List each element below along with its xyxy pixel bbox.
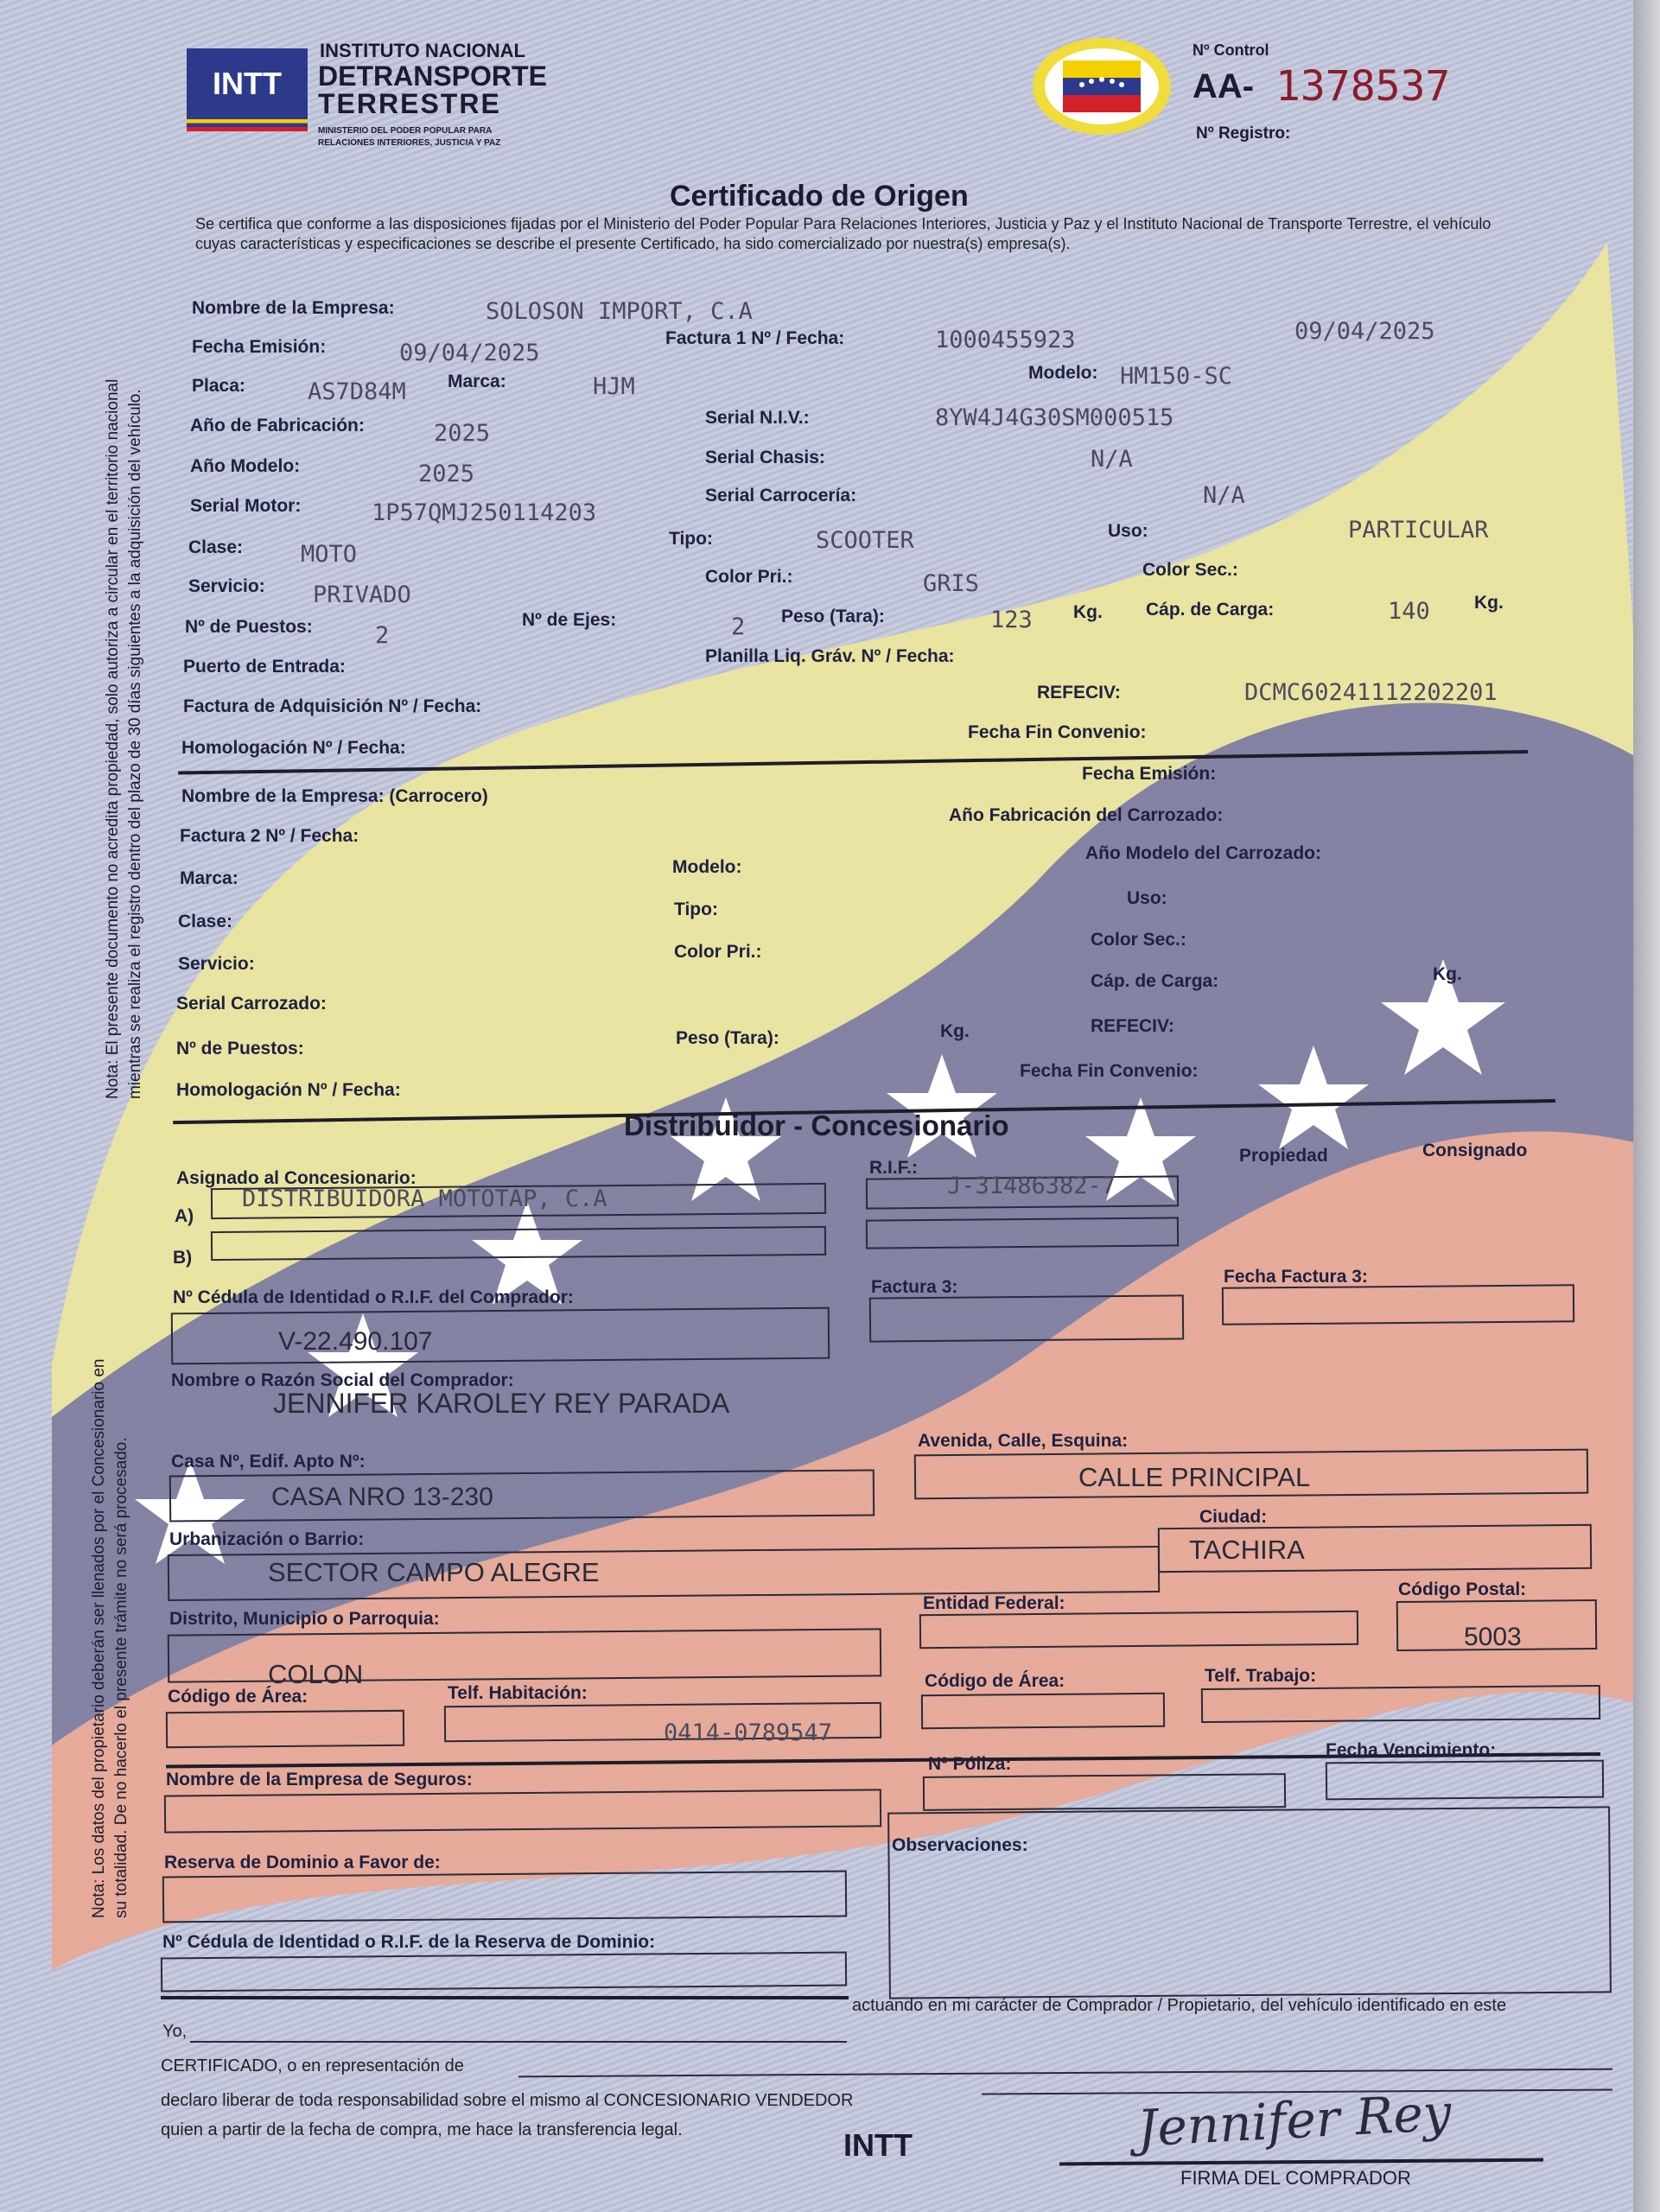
control-number: 1378537 — [1275, 62, 1451, 111]
intt-logo-flag-stripe — [187, 119, 308, 131]
paper-edge — [1633, 0, 1660, 2212]
ministry-line1: MINISTERIO DEL PODER POPULAR PARA — [318, 126, 493, 136]
ejes-value: 2 — [731, 613, 746, 640]
carrocero-anio-modelo-label: Año Modelo del Carrozado: — [1085, 843, 1321, 863]
row-a-label: A) — [175, 1206, 194, 1226]
clase-label: Clase: — [188, 537, 244, 557]
declaracion-certificado: CERTIFICADO, o en representación de — [161, 2056, 464, 2075]
codigo-area2-field[interactable] — [921, 1693, 1165, 1729]
factura-adq-label: Factura de Adquisición Nº / Fecha: — [183, 696, 482, 716]
observaciones-field[interactable] — [887, 1806, 1612, 1999]
observaciones-label: Observaciones: — [892, 1835, 1028, 1855]
clase-value: MOTO — [301, 541, 358, 568]
fecha-factura3-label: Fecha Factura 3: — [1224, 1267, 1368, 1287]
rif-a-value: J-31486382-7 — [947, 1173, 1116, 1199]
ciudad-value: TACHIRA — [1189, 1535, 1305, 1565]
planilla-label: Planilla Liq. Gráv. Nº / Fecha: — [705, 646, 955, 666]
declaracion-intt: INTT — [843, 2127, 913, 2163]
carrocero-serial-label: Serial Carrozado: — [176, 994, 327, 1014]
carrocero-cap-carga-label: Cáp. de Carga: — [1091, 971, 1219, 991]
fecha-emision-value: 09/04/2025 — [399, 340, 540, 366]
marca-value: HJM — [593, 373, 635, 400]
concesionario-b-field[interactable] — [211, 1226, 826, 1261]
control-prefix: AA- — [1193, 67, 1255, 105]
factura1-fecha-value: 09/04/2025 — [1294, 318, 1435, 345]
codigo-postal-label: Código Postal: — [1398, 1580, 1527, 1599]
rif-b-field[interactable] — [866, 1217, 1179, 1249]
concesionario-a-value: DISTRIBUIDORA MOTOTAP, C.A — [242, 1185, 607, 1212]
distribuidor-title: Distribuidor - Concesionario — [624, 1109, 1009, 1141]
telf-trab-field[interactable] — [1201, 1685, 1600, 1723]
registro-label: Nº Registro: — [1196, 124, 1291, 143]
uso-value: PARTICULAR — [1348, 517, 1489, 543]
declaracion-declaro: declaro liberar de toda responsabilidad sobre el mismo al CONCESIONARIO VENDEDOR — [161, 2091, 854, 2110]
peso-label: Peso (Tara): — [781, 607, 885, 626]
cap-carga-label: Cáp. de Carga: — [1146, 600, 1275, 620]
codigo-area2-label: Código de Área: — [925, 1671, 1065, 1691]
fecha-fin-label: Fecha Fin Convenio: — [968, 722, 1147, 742]
poliza-field[interactable] — [923, 1773, 1286, 1811]
uso-label: Uso: — [1108, 521, 1148, 541]
peso-value: 123 — [990, 607, 1033, 633]
carrocero-clase-label: Clase: — [178, 912, 233, 931]
vencimiento-field[interactable] — [1326, 1760, 1604, 1801]
serial-carroceria-label: Serial Carrocería: — [705, 486, 857, 505]
carrocero-homologacion-label: Homologación Nº / Fecha: — [176, 1080, 401, 1100]
carrocero-color-pri-label: Color Pri.: — [674, 942, 762, 962]
anio-fab-value: 2025 — [434, 420, 491, 447]
org-name-line1: INSTITUTO NACIONAL — [320, 40, 525, 61]
avenida-value: CALLE PRINCIPAL — [1078, 1462, 1311, 1492]
carrocero-factura2-label: Factura 2 Nº / Fecha: — [180, 826, 359, 846]
yo-name-line[interactable] — [190, 2041, 847, 2043]
entidad-field[interactable] — [919, 1611, 1358, 1649]
serial-chasis-label: Serial Chasis: — [705, 448, 825, 467]
cap-carga-value: 140 — [1388, 598, 1430, 625]
firma-label: FIRMA DEL COMPRADOR — [1180, 2167, 1411, 2189]
carrocero-servicio-label: Servicio: — [178, 954, 255, 974]
carrocero-fecha-fin-label: Fecha Fin Convenio: — [1020, 1061, 1199, 1081]
factura3-field[interactable] — [869, 1294, 1184, 1342]
org-name-line2: DETRANSPORTE — [318, 60, 547, 92]
tipo-value: SCOOTER — [816, 527, 914, 554]
anio-modelo-value: 2025 — [418, 461, 475, 487]
carrocero-color-sec-label: Color Sec.: — [1091, 930, 1186, 950]
marca-label: Marca: — [448, 372, 506, 391]
reserva-divider — [161, 1996, 849, 1999]
declaracion-quien: quien a partir de la fecha de compra, me hace la transferencia legal. — [161, 2120, 683, 2139]
row-b-label: B) — [173, 1248, 193, 1268]
certificate-intro: Se certifica que conforme a las disposiciones fijadas por el Ministerio del Poder Popular Para Relaciones Interiores, Justicia y Paz y el Instituto Nacional de Transporte Terrestre, el vehículo cuyas características y especificaciones se describe el presente Certificado, ha sido comercializado por nuestra(s) empresa(s). — [195, 215, 1491, 252]
intt-logo: INTT — [187, 48, 308, 119]
cedula-field[interactable] — [171, 1307, 830, 1365]
serial-carroceria-value: N/A — [1203, 482, 1245, 509]
casa-label: Casa Nº, Edif. Apto Nº: — [171, 1452, 366, 1471]
cap-carga-kg-label: Kg. — [1474, 593, 1504, 613]
nombre-value: JENNIFER KAROLEY REY PARADA — [273, 1388, 730, 1419]
urbanizacion-value: SECTOR CAMPO ALEGRE — [268, 1557, 600, 1587]
carrocero-modelo-label: Modelo: — [672, 857, 742, 877]
carrocero-fecha-emision-label: Fecha Emisión: — [1082, 764, 1217, 784]
nombre-label: Nombre o Razón Social del Comprador: — [171, 1370, 514, 1390]
placa-value: AS7D84M — [308, 378, 406, 405]
urbanizacion-label: Urbanización o Barrio: — [169, 1529, 365, 1549]
refeciv-label: REFECIV: — [1037, 683, 1121, 702]
empresa-label: Nombre de la Empresa: — [192, 298, 395, 318]
cedula-label: Nº Cédula de Identidad o R.I.F. del Comprador: — [173, 1287, 574, 1307]
puestos-label: Nº de Puestos: — [185, 617, 313, 637]
carrocero-puestos-label: Nº de Puestos: — [176, 1039, 304, 1058]
fecha-factura3-field[interactable] — [1222, 1284, 1574, 1325]
serial-niv-value: 8YW4J4G30SM000515 — [935, 404, 1174, 431]
telf-trab-label: Telf. Trabajo: — [1205, 1666, 1317, 1686]
tipo-label: Tipo: — [669, 529, 713, 549]
avenida-label: Avenida, Calle, Esquina: — [918, 1431, 1129, 1451]
entidad-label: Entidad Federal: — [923, 1593, 1065, 1613]
carrocero-peso-kg-label: Kg. — [940, 1021, 970, 1041]
reserva-label: Reserva de Dominio a Favor de: — [164, 1853, 441, 1872]
puerto-label: Puerto de Entrada: — [183, 657, 346, 677]
telf-hab-value: 0414-0789547 — [664, 1719, 833, 1746]
serial-motor-value: 1P57QMJ250114203 — [372, 499, 597, 526]
refeciv-value: DCMC60241112202201 — [1244, 679, 1498, 706]
servicio-value: PRIVADO — [313, 582, 411, 608]
declaracion-actuando: actuando en mi carácter de Comprador / Propietario, del vehículo identificado en este — [852, 1996, 1507, 2015]
factura1-label: Factura 1 Nº / Fecha: — [665, 328, 845, 348]
carrocero-refeciv-label: REFECIV: — [1091, 1016, 1174, 1036]
color-pri-value: GRIS — [923, 570, 980, 597]
fecha-emision-label: Fecha Emisión: — [192, 337, 327, 357]
propiedad-label: Propiedad — [1239, 1146, 1328, 1166]
org-name-line3: TERRESTRE — [318, 88, 501, 119]
serial-niv-label: Serial N.I.V.: — [705, 408, 810, 428]
homologacion-label: Homologación Nº / Fecha: — [181, 738, 406, 758]
codigo-area-field[interactable] — [166, 1710, 404, 1748]
codigo-postal-value: 5003 — [1464, 1623, 1522, 1651]
carrocero-marca-label: Marca: — [180, 868, 239, 888]
poliza-label: Nº Póliza: — [928, 1754, 1012, 1774]
peso-kg-label: Kg. — [1073, 602, 1103, 622]
buyer-signature: Jennifer Rey — [1135, 2082, 1453, 2158]
venezuela-seal-icon — [1028, 35, 1175, 138]
ejes-label: Nº de Ejes: — [522, 610, 617, 630]
empresa-value: SOLOSON IMPORT, C.A — [486, 298, 753, 325]
serial-motor-label: Serial Motor: — [190, 496, 302, 516]
rif-label: R.I.F.: — [869, 1158, 918, 1178]
carrocero-uso-label: Uso: — [1127, 888, 1167, 908]
reserva-field[interactable] — [162, 1871, 847, 1923]
color-pri-label: Color Pri.: — [705, 567, 793, 587]
certificate-title: Certificado de Origen — [670, 180, 969, 213]
modelo-label: Modelo: — [1028, 363, 1098, 383]
anio-fab-label: Año de Fabricación: — [190, 416, 365, 435]
carrocero-peso-label: Peso (Tara): — [676, 1028, 779, 1048]
asignado-label: Asignado al Concesionario: — [176, 1168, 417, 1188]
distrito-label: Distrito, Municipio o Parroquia: — [169, 1609, 440, 1629]
telf-hab-label: Telf. Habitación: — [448, 1683, 588, 1703]
control-label: Nº Control — [1193, 41, 1269, 59]
anio-modelo-label: Año Modelo: — [190, 456, 301, 476]
side-note-1-line2: mientras se realiza el registro dentro del plazo de 30 días siguientes a la adquisición del vehículo. — [126, 389, 144, 1099]
carrocero-cap-carga-kg-label: Kg. — [1433, 964, 1462, 984]
distrito-value: COLON — [268, 1659, 364, 1689]
serial-chasis-value: N/A — [1091, 446, 1133, 473]
carrocero-empresa-label: Nombre de la Empresa: (Carrocero) — [181, 786, 488, 806]
consignado-label: Consignado — [1422, 1141, 1528, 1160]
puestos-value: 2 — [375, 622, 390, 649]
vencimiento-label: Fecha Vencimiento: — [1326, 1740, 1497, 1760]
color-sec-label: Color Sec.: — [1142, 560, 1238, 580]
ciudad-label: Ciudad: — [1199, 1507, 1268, 1527]
side-note-2-line1: Nota: Los datos del propietario deberán ser llenados por el Concesionario en — [90, 1358, 108, 1918]
casa-value: CASA NRO 13-230 — [271, 1483, 493, 1511]
carrocero-anio-fab-label: Año Fabricación del Carrozado: — [949, 805, 1224, 825]
cedula-reserva-field[interactable] — [161, 1952, 847, 1993]
factura3-label: Factura 3: — [871, 1277, 958, 1297]
cedula-reserva-label: Nº Cédula de Identidad o R.I.F. de la Reserva de Dominio: — [162, 1932, 656, 1952]
modelo-value: HM150-SC — [1120, 363, 1233, 390]
side-note-2-line2: su totalidad. De no hacerlo el presente trámite no será procesado. — [112, 1437, 130, 1918]
ministry-line2: RELACIONES INTERIORES, JUSTICIA Y PAZ — [318, 138, 501, 148]
declaracion-yo: Yo, — [162, 2022, 188, 2041]
cedula-value: V-22.490.107 — [278, 1327, 433, 1356]
seguros-label: Nombre de la Empresa de Seguros: — [166, 1770, 473, 1789]
placa-label: Placa: — [192, 376, 245, 396]
servicio-label: Servicio: — [188, 576, 265, 596]
carrocero-tipo-label: Tipo: — [674, 899, 718, 919]
factura1-value: 1000455923 — [935, 327, 1076, 353]
codigo-area-label: Código de Área: — [168, 1687, 308, 1707]
seguros-field[interactable] — [164, 1789, 881, 1833]
side-note-1-line1: Nota: El presente documento no acredita propiedad, solo autoriza a circular en el territorio nacional — [104, 378, 122, 1099]
